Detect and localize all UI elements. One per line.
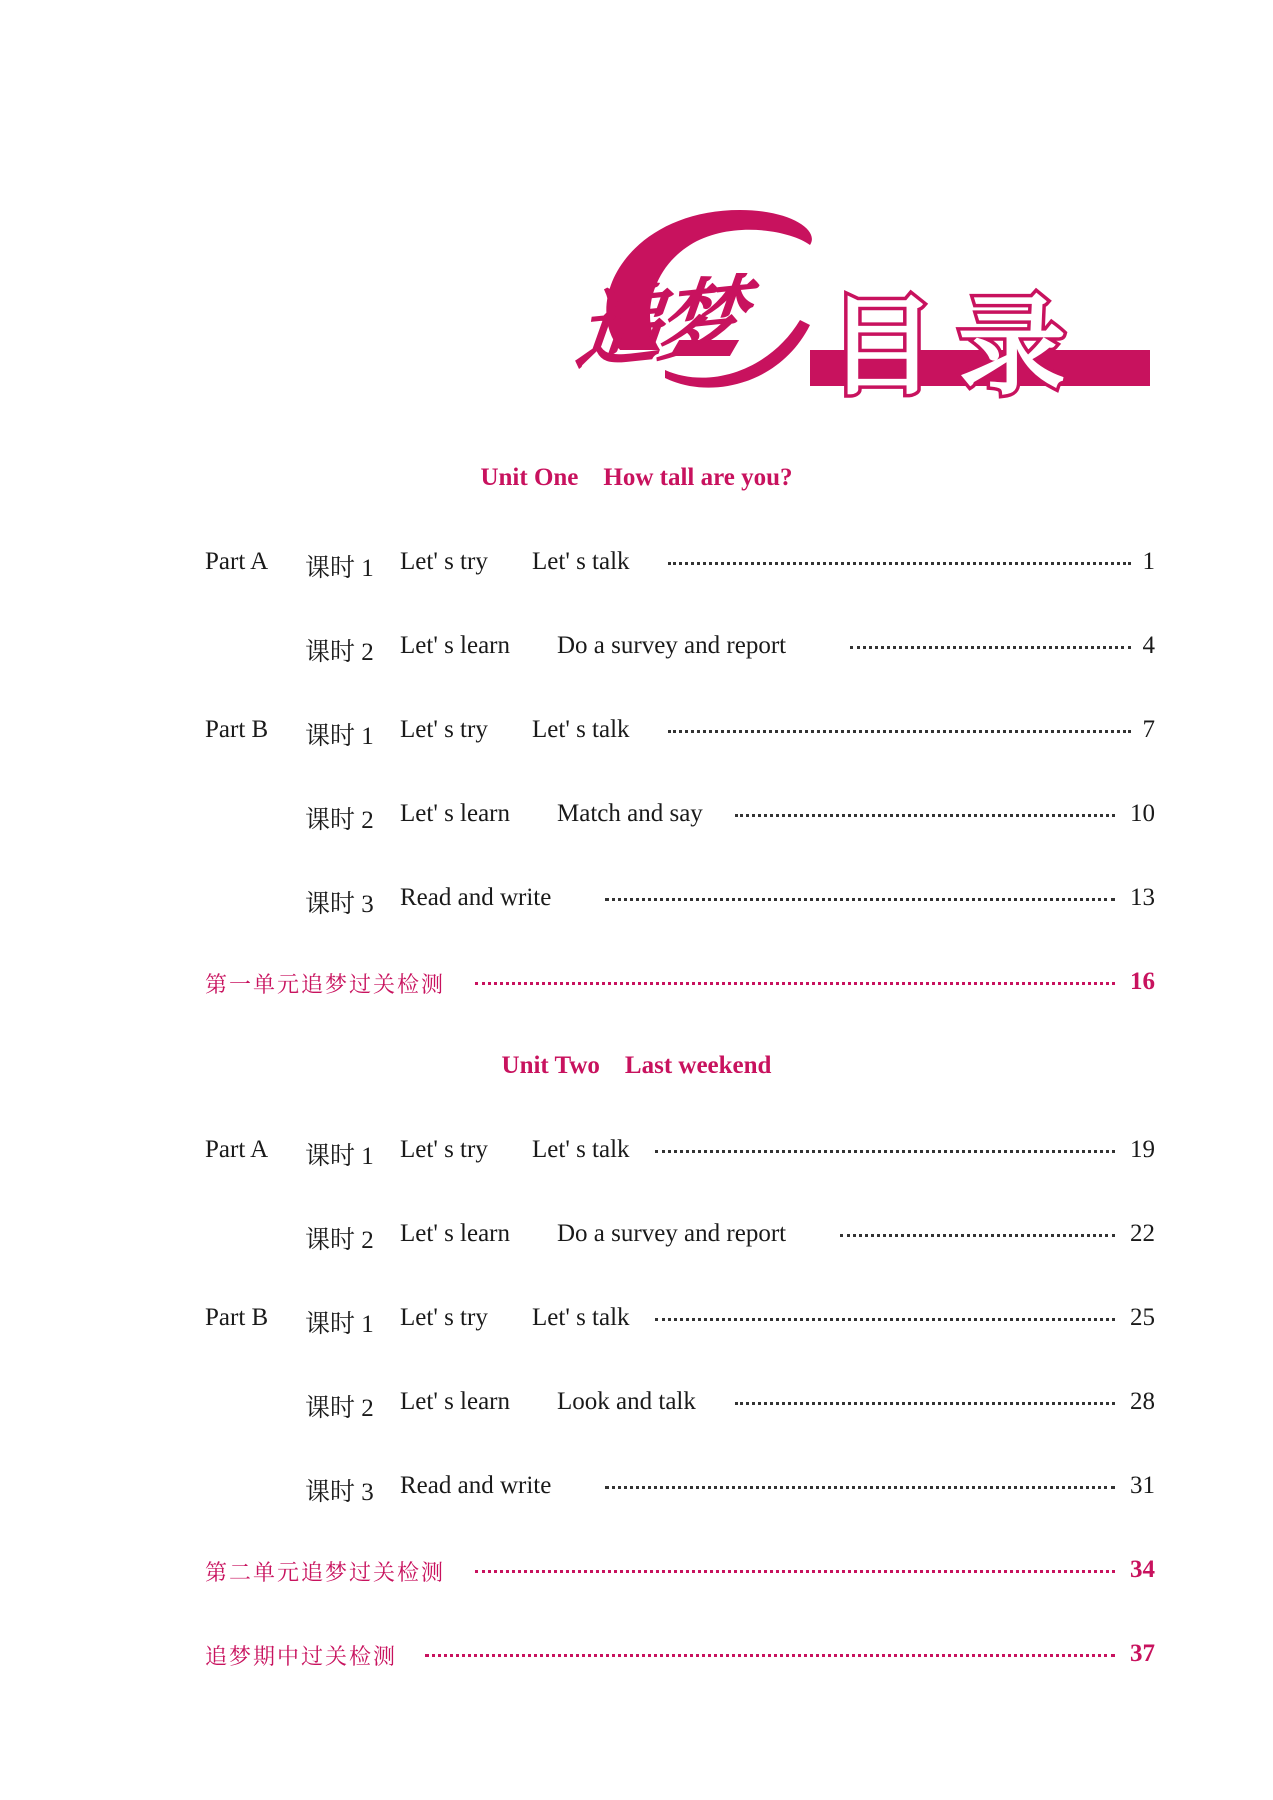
logo-text: 追梦 xyxy=(570,266,744,384)
page-number: 19 xyxy=(1130,1136,1155,1163)
toc-row[interactable] xyxy=(205,1304,1155,1336)
page-number: 7 xyxy=(1142,716,1155,743)
unit-test-row[interactable] xyxy=(205,968,1155,1000)
page-number: 1 xyxy=(1142,548,1155,575)
leader-dots xyxy=(668,562,1131,565)
entry-title: Let' s try xyxy=(400,1304,488,1331)
part-label: Part A xyxy=(205,1136,269,1163)
lesson-label: 课时 1 xyxy=(305,555,374,582)
leader-dots xyxy=(668,730,1131,733)
leader-dots xyxy=(735,814,1115,817)
entry-title: Read and write xyxy=(400,1472,552,1499)
page-number: 25 xyxy=(1130,1304,1155,1331)
page-number: 22 xyxy=(1130,1220,1155,1247)
lesson-label: 课时 2 xyxy=(305,1395,374,1422)
entry-subtitle: Do a survey and report xyxy=(557,632,787,659)
toc-row[interactable] xyxy=(205,1388,1155,1420)
toc-header xyxy=(570,200,1150,410)
entry-title: Let' s learn xyxy=(400,1388,511,1415)
toc-row[interactable] xyxy=(205,716,1155,748)
lesson-label: 课时 1 xyxy=(305,723,374,750)
midterm-test-row[interactable] xyxy=(205,1640,1155,1672)
toc-row[interactable] xyxy=(205,1220,1155,1252)
entry-title: Let' s learn xyxy=(400,1220,511,1247)
toc-row[interactable] xyxy=(205,1136,1155,1168)
midterm-test-label: 追梦期中过关检测 xyxy=(205,1645,398,1670)
toc-row[interactable] xyxy=(205,1472,1155,1504)
entry-subtitle: Let' s talk xyxy=(532,548,630,575)
page-number: 31 xyxy=(1130,1472,1155,1499)
entry-title: Let' s try xyxy=(400,716,488,743)
leader-dots xyxy=(605,898,1115,901)
part-label: Part B xyxy=(205,716,269,743)
toc-row[interactable] xyxy=(205,632,1155,664)
entry-subtitle: Look and talk xyxy=(557,1388,696,1415)
entry-title: Let' s try xyxy=(400,548,488,575)
part-label: Part B xyxy=(205,1304,269,1331)
lesson-label: 课时 2 xyxy=(305,639,374,666)
leader-dots xyxy=(735,1402,1115,1405)
page-number: 34 xyxy=(1130,1556,1155,1583)
leader-dots xyxy=(475,982,1115,985)
lesson-label: 课时 3 xyxy=(305,891,374,918)
lesson-label: 课时 2 xyxy=(305,807,374,834)
toc-row[interactable] xyxy=(205,548,1155,580)
entry-subtitle: Match and say xyxy=(557,800,703,827)
leader-dots xyxy=(655,1318,1115,1321)
entry-title: Let' s learn xyxy=(400,800,511,827)
page-number: 16 xyxy=(1130,968,1155,995)
entry-title: Read and write xyxy=(400,884,552,911)
page-number: 10 xyxy=(1130,800,1155,827)
entry-subtitle: Do a survey and report xyxy=(557,1220,787,1247)
leader-dots xyxy=(475,1570,1115,1573)
page-number: 13 xyxy=(1130,884,1155,911)
page-number: 37 xyxy=(1130,1640,1155,1667)
unit-test-label: 第一单元追梦过关检测 xyxy=(205,973,446,998)
part-label: Part A xyxy=(205,548,269,575)
lesson-label: 课时 1 xyxy=(305,1311,374,1338)
unit-one-heading: Unit One How tall are you? xyxy=(480,464,793,491)
page-number: 28 xyxy=(1130,1388,1155,1415)
entry-title: Let' s learn xyxy=(400,632,511,659)
unit-test-label: 第二单元追梦过关检测 xyxy=(205,1561,446,1586)
unit-test-row[interactable] xyxy=(205,1556,1155,1588)
entry-title: Let' s try xyxy=(400,1136,488,1163)
leader-dots xyxy=(425,1654,1115,1657)
leader-dots xyxy=(605,1486,1115,1489)
toc-row[interactable] xyxy=(205,884,1155,916)
lesson-label: 课时 1 xyxy=(305,1143,374,1170)
entry-subtitle: Let' s talk xyxy=(532,716,630,743)
page-number: 4 xyxy=(1142,632,1155,659)
unit-two-heading: Unit Two Last weekend xyxy=(501,1052,772,1079)
leader-dots xyxy=(850,646,1131,649)
page-title: 目录 xyxy=(828,285,1089,410)
leader-dots xyxy=(655,1150,1115,1153)
entry-subtitle: Let' s talk xyxy=(532,1304,630,1331)
lesson-label: 课时 3 xyxy=(305,1479,374,1506)
entry-subtitle: Let' s talk xyxy=(532,1136,630,1163)
toc-row[interactable] xyxy=(205,800,1155,832)
lesson-label: 课时 2 xyxy=(305,1227,374,1254)
leader-dots xyxy=(840,1234,1115,1237)
